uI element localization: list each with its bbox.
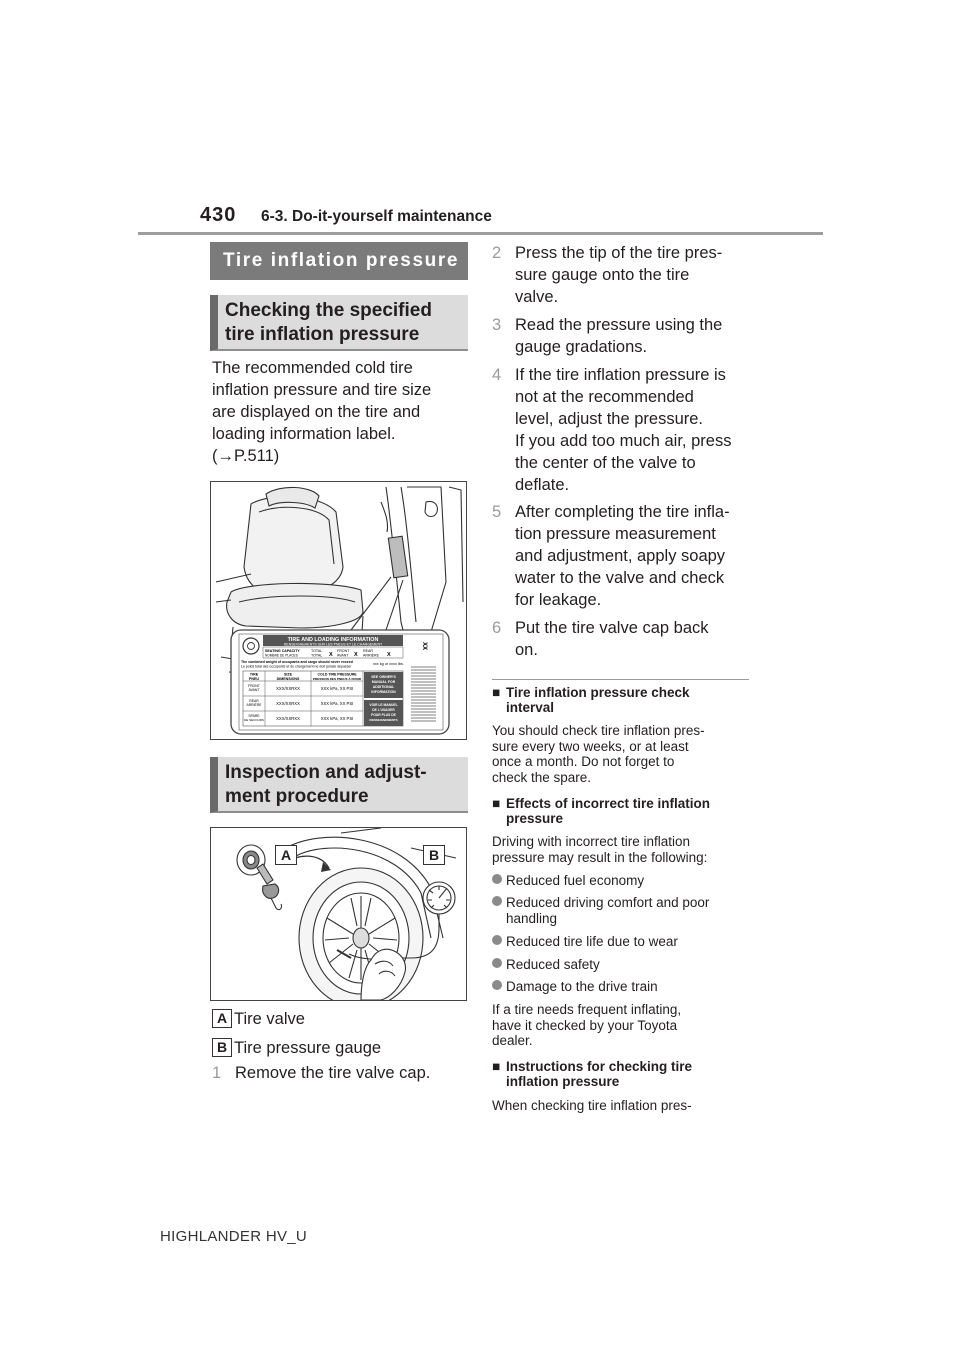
label-col-size: SIZE xyxy=(284,672,292,677)
step-2-line-1: Press the tip of the tire pres- xyxy=(515,244,723,262)
bullet-tire-life-text: Reduced tire life due to wear xyxy=(506,934,678,949)
note-heading-effects-line-2: pressure xyxy=(506,811,564,826)
label-x-total: X xyxy=(329,652,333,658)
bullet-fuel-economy-text: Reduced fuel economy xyxy=(506,873,645,888)
arrow-right-icon: → xyxy=(217,447,234,465)
label-x-rear: X xyxy=(387,652,391,658)
label-col-tire-fr: PNEU xyxy=(249,677,259,681)
footer-model: HIGHLANDER HV_U xyxy=(160,1228,308,1245)
note-paragraph-dealer xyxy=(492,1002,754,1049)
step-6-line-1: Put the tire valve cap back xyxy=(515,619,709,637)
label-x-front: X xyxy=(354,652,358,658)
label-front-fr: AVANT xyxy=(337,653,349,658)
bullet-fuel-economy xyxy=(492,873,754,889)
label-seating: SEATING CAPACITY xyxy=(265,649,300,653)
bullet-dot-icon xyxy=(492,980,502,990)
label-rear-fr: ARRIÈRE xyxy=(363,653,379,658)
label-side-code: XX xyxy=(421,642,427,651)
note-paragraph-effects xyxy=(492,834,754,865)
label-manual-fr-2: DE L'USAGER xyxy=(372,708,395,712)
step-1-text: Remove the tire valve cap. xyxy=(235,1064,431,1082)
step-3-line-1: Read the pressure using the xyxy=(515,316,723,334)
step-4-line-3: level, adjust the pressure. xyxy=(515,410,704,428)
step-1-number: 1 xyxy=(212,1064,222,1082)
label-seating-fr: NOMBRE DE PLACES xyxy=(265,653,298,658)
label-row-front-fr: AVANT xyxy=(248,688,260,692)
note-paragraph-instructions xyxy=(492,1098,754,1114)
step-4 xyxy=(492,364,752,496)
bullet-tire-life xyxy=(492,934,754,950)
step-2-number: 2 xyxy=(492,244,502,262)
note-p1-line-2: sure every two weeks, or at least xyxy=(492,738,689,754)
label-col-pressure: COLD TIRE PRESSURE xyxy=(317,672,357,677)
label-total-fr: TOTAL xyxy=(311,653,323,658)
step-5-line-4: water to the valve and check xyxy=(515,569,725,587)
step-4-line-6: deflate. xyxy=(515,476,570,494)
bullet-safety-text: Reduced safety xyxy=(506,957,600,972)
intro-line-1: The recommended cold tire xyxy=(212,359,413,377)
label-row-front-size: XXX/XXRXX xyxy=(276,686,300,691)
label-front: FRONT xyxy=(337,649,350,653)
label-weight-text: The combined weight of occupants and cargo should never exceed xyxy=(241,660,353,664)
note-p2-line-1: Driving with incorrect tire inflation xyxy=(492,834,691,849)
bullet-driving-comfort-line-2: handling xyxy=(506,910,558,926)
step-3 xyxy=(492,314,752,358)
note-heading-interval-line-2: interval xyxy=(506,700,555,715)
note-paragraph-interval xyxy=(492,723,754,785)
label-manual-2: MANUAL FOR xyxy=(371,680,396,684)
label-weight-text-fr: Le poids total des occupants et du chargement ne doit jamais dépasser xyxy=(241,664,352,669)
step-2 xyxy=(492,242,752,308)
tire-label-figure xyxy=(210,481,467,740)
label-manual-fr-3: POUR PLUS DE xyxy=(371,713,396,717)
subhead-checking-line-1: Checking the specified xyxy=(225,300,432,321)
page-title: Tire inflation pressure xyxy=(210,242,468,280)
note-heading-interval xyxy=(492,685,754,715)
label-total: TOTAL xyxy=(311,649,323,653)
step-4-line-5: the center of the valve to xyxy=(515,454,696,472)
caption-tire-valve: Tire valve xyxy=(234,1010,305,1028)
intro-paragraph xyxy=(212,357,470,467)
step-5-line-5: for leakage. xyxy=(515,591,602,609)
square-bullet-icon: ■ xyxy=(492,685,501,700)
section-title: 6-3. Do-it-yourself maintenance xyxy=(261,208,492,225)
page-reference-number: P.511 xyxy=(234,447,274,465)
subhead-checking xyxy=(210,295,468,351)
figure-callout-a: A xyxy=(275,845,297,865)
caption-callout-a: A xyxy=(212,1009,232,1028)
bullet-dot-icon xyxy=(492,935,502,945)
intro-line-4: loading information label. xyxy=(212,425,396,443)
label-row-front-pressure: XXX kPa, XX PSI xyxy=(320,686,354,691)
note-heading-instructions-line-2: inflation pressure xyxy=(506,1074,620,1089)
bullet-dot-icon xyxy=(492,896,502,906)
subhead-inspection-line-1: Inspection and adjust- xyxy=(225,762,427,783)
label-title: TIRE AND LOADING INFORMATION xyxy=(287,637,379,643)
intro-line-2: inflation pressure and tire size xyxy=(212,381,432,399)
step-5-line-3: and adjustment, apply soapy xyxy=(515,547,726,565)
note-p1-line-1: You should check tire inflation pres- xyxy=(492,723,705,738)
note-heading-instructions-line-1: Instructions for checking tire xyxy=(506,1059,693,1074)
step-2-line-3: valve. xyxy=(515,288,559,306)
label-row-front: FRONT xyxy=(248,684,260,688)
header-rule xyxy=(138,232,823,235)
step-6-number: 6 xyxy=(492,619,502,637)
label-row-spare-fr: DE SECOURS xyxy=(244,718,264,722)
page-reference[interactable]: (→P.511) xyxy=(212,447,280,465)
note-heading-instructions xyxy=(492,1059,754,1089)
label-weight-value: xxx kg or xxxx lbs. xyxy=(373,662,404,666)
bullet-drive-train-text: Damage to the drive train xyxy=(506,979,658,994)
tire-gauge-figure xyxy=(210,827,467,1001)
bullet-dot-icon xyxy=(492,958,502,968)
label-row-rear-size: XXX/XXRXX xyxy=(276,701,300,706)
step-4-line-2: not at the recommended xyxy=(515,388,694,406)
step-4-line-1: If the tire inflation pressure is xyxy=(515,366,726,384)
label-manual-3: ADDITIONAL xyxy=(372,685,395,689)
tire-label-illustration xyxy=(211,482,466,739)
step-2-line-2: sure gauge onto the tire xyxy=(515,266,690,284)
label-col-size-fr: DIMENSIONS xyxy=(276,677,300,681)
note-p4-line-1: When checking tire inflation pres- xyxy=(492,1098,692,1113)
subhead-inspection-line-2: ment procedure xyxy=(225,786,369,807)
figure-callout-b: B xyxy=(423,845,445,865)
caption-tire-gauge: Tire pressure gauge xyxy=(234,1039,382,1057)
label-col-pressure-fr: PRESSION DES PNEUS À FROID xyxy=(312,677,362,681)
bullet-driving-comfort-line-1: Reduced driving comfort and poor xyxy=(506,895,710,910)
step-5-line-1: After completing the tire infla- xyxy=(515,503,730,521)
note-heading-effects xyxy=(492,796,754,826)
bullet-dot-icon xyxy=(492,874,502,884)
subhead-checking-line-2: tire inflation pressure xyxy=(225,324,420,345)
bullet-drive-train xyxy=(492,979,754,995)
note-p3-line-1: If a tire needs frequent inflating, xyxy=(492,1002,682,1017)
subhead-inspection xyxy=(210,757,468,813)
label-row-spare-size: XXX/XXRXX xyxy=(276,716,300,721)
caption-callout-b: B xyxy=(212,1038,232,1057)
label-row-spare: SPARE xyxy=(248,714,260,718)
step-5-line-2: tion pressure measurement xyxy=(515,525,716,543)
note-p1-line-4: check the spare. xyxy=(492,769,592,785)
intro-line-3: are displayed on the tire and xyxy=(212,403,421,421)
step-5 xyxy=(492,501,752,611)
page-number: 430 xyxy=(200,204,237,226)
step-6 xyxy=(492,617,752,661)
step-5-number: 5 xyxy=(492,503,502,521)
note-heading-effects-line-1: Effects of incorrect tire inflation xyxy=(506,796,711,811)
label-subtitle: RENSEIGNEMENTS SUR LES PNEUS ET LE CHARGEMENT xyxy=(283,642,383,647)
label-manual-1: SEE OWNER'S xyxy=(371,675,396,679)
step-4-line-4: If you add too much air, press xyxy=(515,432,732,450)
label-col-tire: TIRE xyxy=(249,672,259,677)
label-manual-fr-4: RENSEIGNEMENTS xyxy=(369,718,398,722)
step-6-line-2: on. xyxy=(515,641,538,659)
label-manual-4: INFORMATION xyxy=(371,690,396,694)
note-heading-interval-line-1: Tire inflation pressure check xyxy=(506,685,690,700)
bullet-safety xyxy=(492,957,754,973)
step-4-number: 4 xyxy=(492,366,502,384)
label-row-rear: REAR xyxy=(249,699,259,703)
label-manual-fr-1: VOIR LE MANUEL xyxy=(369,703,398,707)
note-p3-line-2: have it checked by your Toyota xyxy=(492,1017,678,1033)
step-1 xyxy=(212,1062,474,1084)
label-row-rear-pressure: XXX kPa, XX PSI xyxy=(320,701,354,706)
label-rear: REAR xyxy=(363,649,373,653)
note-p1-line-3: once a month. Do not forget to xyxy=(492,754,675,769)
step-3-number: 3 xyxy=(492,316,502,334)
label-row-spare-pressure: XXX kPa, XX PSI xyxy=(320,716,354,721)
step-3-line-2: gauge gradations. xyxy=(515,338,648,356)
label-row-rear-fr: ARRIÈRE xyxy=(246,703,262,707)
square-bullet-icon: ■ xyxy=(492,1059,501,1074)
note-p3-line-3: dealer. xyxy=(492,1033,533,1048)
notes-divider xyxy=(492,679,749,680)
bullet-driving-comfort xyxy=(492,895,754,926)
note-p2-line-2: pressure may result in the following: xyxy=(492,849,708,865)
square-bullet-icon: ■ xyxy=(492,796,501,811)
